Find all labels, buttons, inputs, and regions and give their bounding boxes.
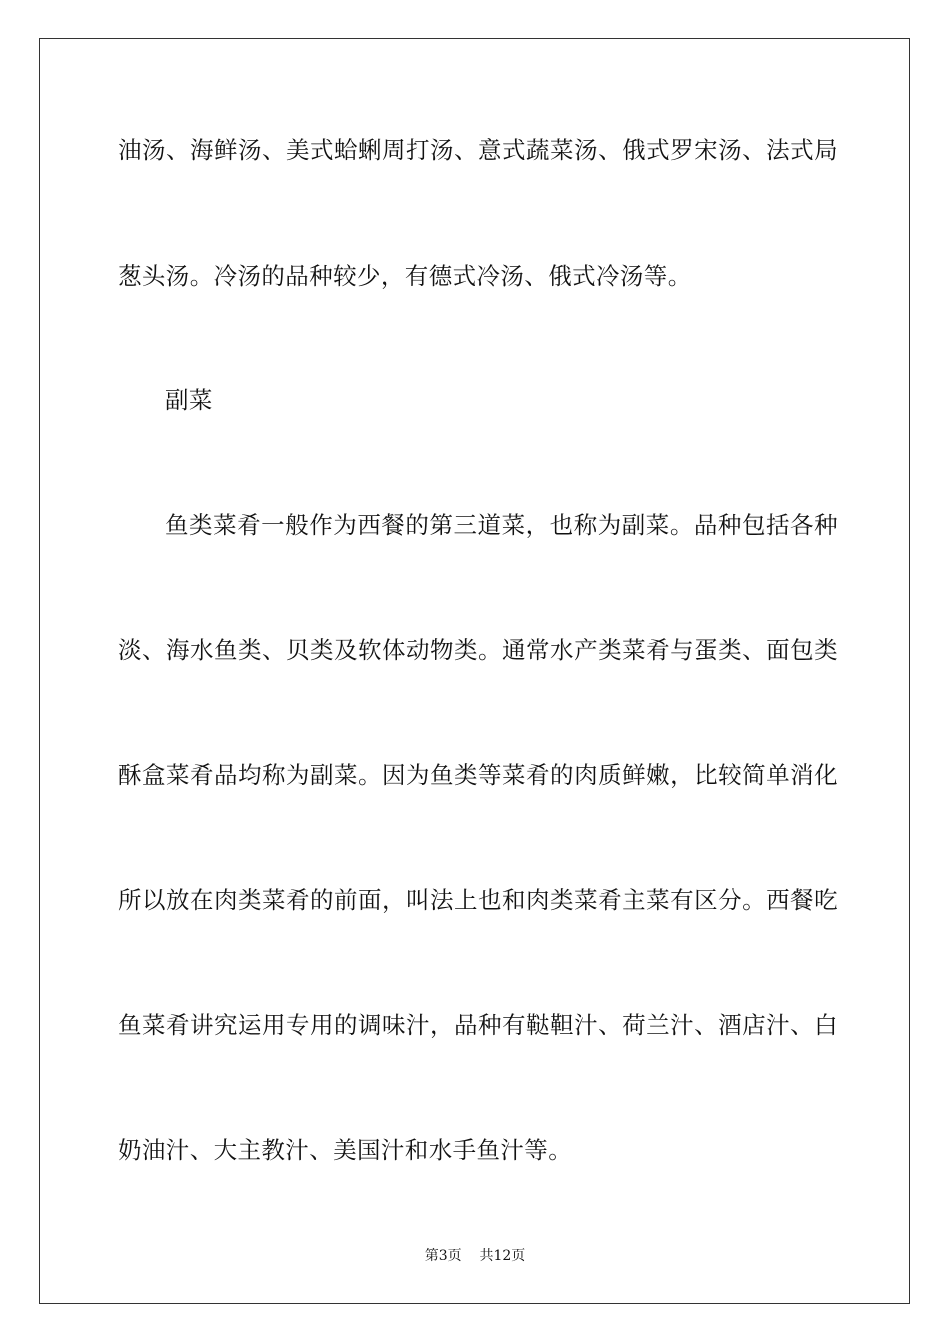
- paragraph-line: 鱼菜肴讲究运用专用的调味汁，品种有鞑靼汁、荷兰汁、酒店汁、白: [118, 1011, 838, 1039]
- paragraph-line: 淡、海水鱼类、贝类及软体动物类。通常水产类菜肴与蛋类、面包类: [118, 636, 838, 664]
- section-heading: 副菜: [165, 386, 213, 414]
- page-number-footer: 第3页 共12页: [424, 1248, 526, 1264]
- paragraph-line: 油汤、海鲜汤、美式蛤蜊周打汤、意式蔬菜汤、俄式罗宋汤、法式局: [118, 136, 838, 164]
- paragraph-line: 所以放在肉类菜肴的前面，叫法上也和肉类菜肴主菜有区分。西餐吃: [118, 886, 838, 914]
- paragraph-line: 酥盒菜肴品均称为副菜。因为鱼类等菜肴的肉质鲜嫩，比较简单消化: [118, 761, 838, 789]
- page-border: [39, 38, 910, 1304]
- paragraph-line: 奶油汁、大主教汁、美国汁和水手鱼汁等。: [118, 1136, 573, 1164]
- paragraph-line: 鱼类菜肴一般作为西餐的第三道菜，也称为副菜。品种包括各种: [165, 511, 838, 539]
- paragraph-line: 葱头汤。冷汤的品种较少，有德式冷汤、俄式冷汤等。: [118, 262, 692, 290]
